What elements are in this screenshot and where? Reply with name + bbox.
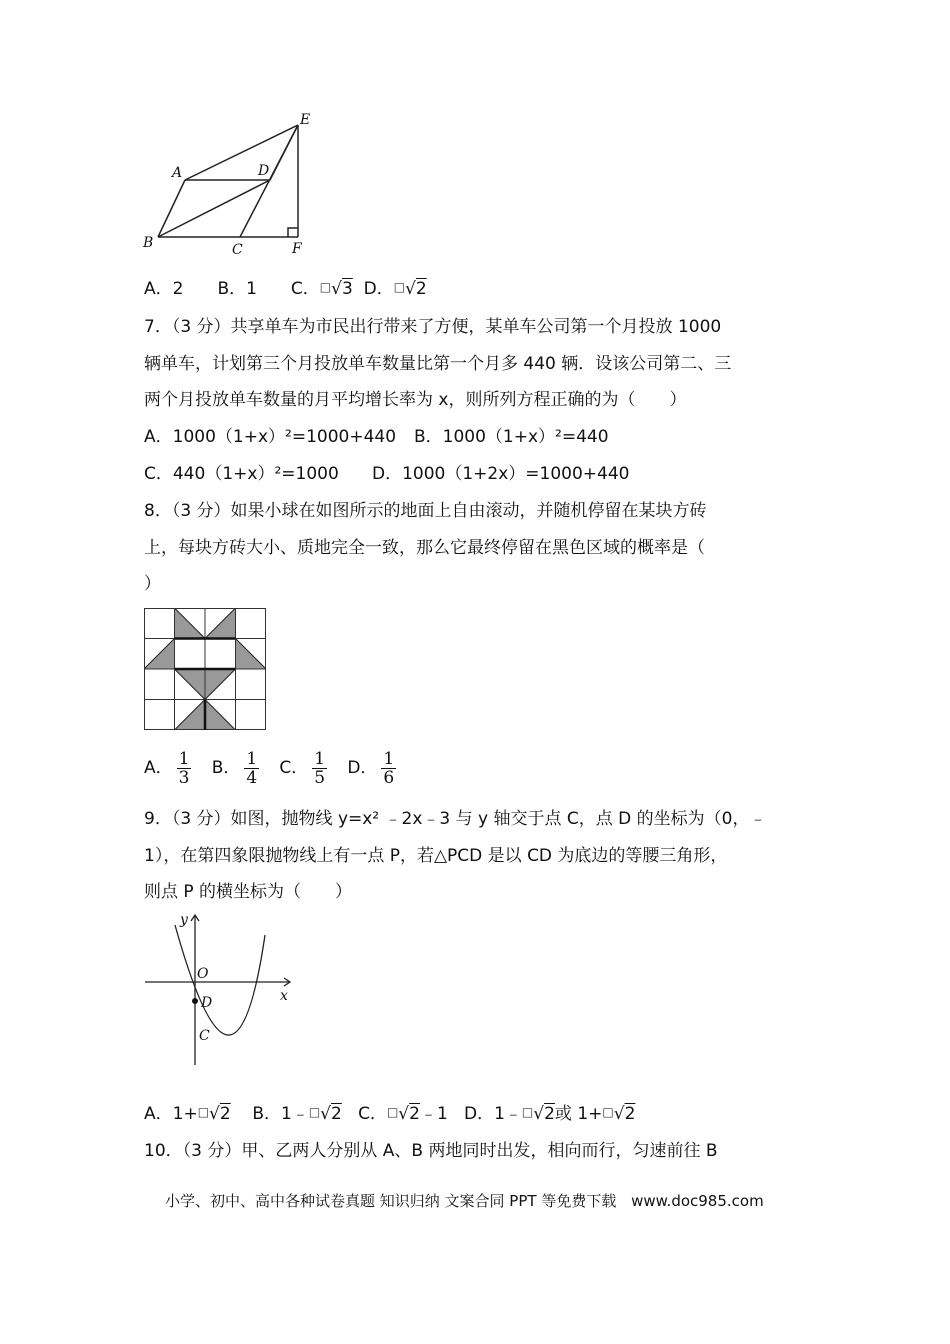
q9-options [144, 1103, 635, 1125]
q8-line-1: 8．（3 分）如果小球在如图所示的地面上自由滚动，并随机停留在某块方砖 [144, 501, 707, 521]
q9-line-2: 1），在第四象限抛物线上有一点 P，若△PCD 是以 CD 为底边的等腰三角形， [144, 846, 728, 866]
q9-option-b: B．1﹣□√2 [252, 1104, 342, 1124]
q8-line-2: 上，每块方砖大小、质地完全一致，那么它最终停留在黑色区域的概率是（ [144, 538, 705, 558]
q9-label-c: C [199, 1028, 210, 1044]
q8-tile-figure [144, 608, 266, 730]
q6-label-f: F [292, 241, 302, 257]
footer-text: 小学、初中、高中各种试卷真题 知识归纳 文案合同 PPT 等免费下载 [165, 1192, 617, 1210]
page-footer [165, 1190, 774, 1211]
q7-option-d: D．1000（1+2x）=1000+440 [372, 464, 630, 484]
q7-line-1: 7．（3 分）共享单车为市民出行带来了方便，某单车公司第一个月投放 1000 [144, 317, 722, 337]
q6-label-d: D [258, 163, 270, 179]
q9-line-1: 9．（3 分）如图，抛物线 y=x² ﹣2x﹣3 与 y 轴交于点 C，点 D 的坐标为（0，﹣ [144, 809, 767, 829]
q8-option-d: D． $\frac{1}{6}$ [347, 748, 395, 788]
footer-url[interactable]: www.doc985.com [631, 1192, 764, 1210]
q8-option-a: A． $\frac{1}{3}$ [144, 748, 190, 788]
q6-option-d-radical: □√2 [393, 279, 427, 299]
q9-label-d: D [201, 995, 213, 1011]
q6-options-ab: A．2 B．1 C． [144, 279, 320, 299]
q6-label-a: A [172, 165, 183, 181]
q6-options [144, 278, 427, 300]
q6-label-c: C [232, 242, 243, 258]
q7-option-a: A．1000（1+x）²=1000+440 [144, 427, 397, 447]
q10-line-1: 10．（3 分）甲、乙两人分别从 A、B 两地同时出发，相向而行，匀速前往 B [144, 1141, 718, 1161]
q7-line-3: 两个月投放单车数量的月平均增长率为 x，则所列方程正确的为（ ） [144, 390, 687, 410]
q9-option-d: D．1﹣□√2或 1+□√2 [464, 1104, 636, 1124]
q9-point-d [192, 998, 198, 1004]
q9-label-x: x [280, 988, 288, 1004]
q9-option-c: C．□√2﹣1 [358, 1104, 448, 1124]
q7-option-b: B．1000（1+x）²=440 [414, 427, 609, 447]
q9-parabola-figure [140, 910, 300, 1070]
q8-line-3: ） [144, 574, 161, 594]
q8-option-c: C． $\frac{1}{5}$ [279, 748, 326, 788]
q9-option-a: A．1+□√2 [144, 1104, 231, 1124]
q6-label-e: E [300, 112, 311, 128]
q8-option-b: B． $\frac{1}{4}$ [211, 748, 258, 788]
q6-option-d-label: D． [363, 279, 394, 299]
q7-options-row-1 [144, 426, 609, 448]
q9-label-y: y [180, 912, 188, 928]
q9-label-o: O [197, 966, 209, 982]
q7-line-2: 辆单车，计划第三个月投放单车数量比第一个月多 440 辆．设该公司第二、三 [144, 354, 732, 374]
q7-option-c: C．440（1+x）²=1000 [144, 464, 339, 484]
q9-line-3: 则点 P 的横坐标为（ ） [144, 882, 353, 902]
q8-options [144, 748, 400, 788]
q6-option-c-radical: □√3 [319, 279, 353, 299]
q7-options-row-2 [144, 463, 630, 485]
q6-figure [140, 110, 330, 260]
q6-label-b: B [143, 235, 154, 251]
